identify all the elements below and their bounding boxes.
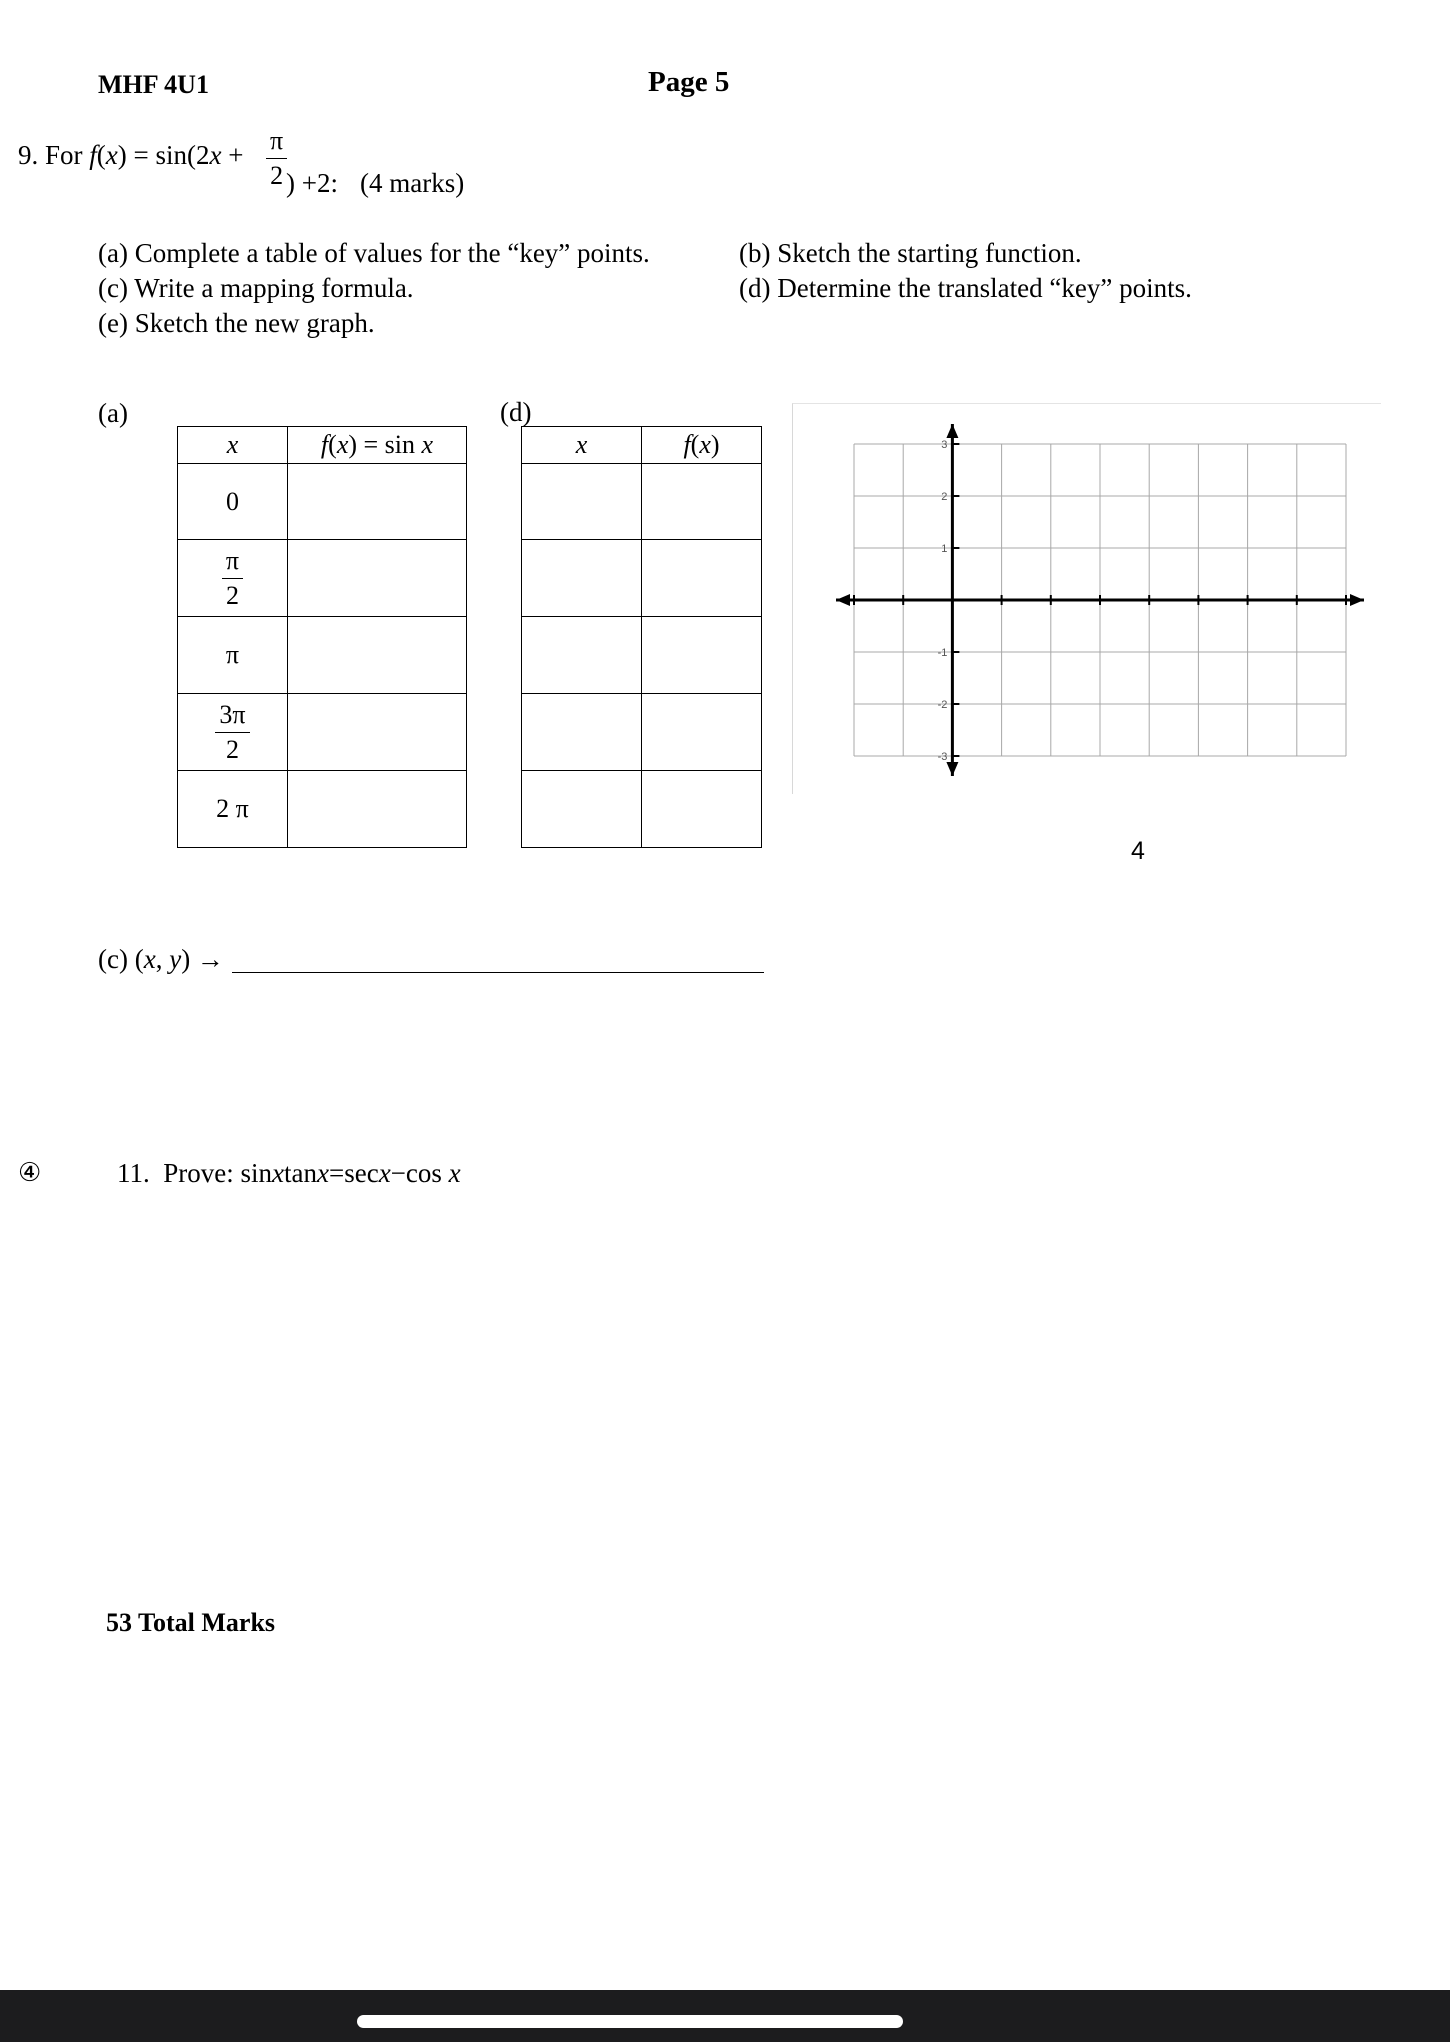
table-a-cell-x-pi: π — [178, 617, 288, 694]
phase-fraction-numerator: π — [270, 126, 284, 155]
stem-tail: ) +2: — [286, 168, 338, 198]
table-a-cell-fx[interactable] — [288, 771, 467, 848]
task-b: (b) Sketch the starting function. — [739, 238, 1082, 268]
y-axis-tick-label: -1 — [937, 647, 948, 659]
y-axis-tick-label: 2 — [941, 491, 948, 503]
table-a-cell-x-2pi: 2 π — [178, 771, 288, 848]
task-d: (d) Determine the translated “key” points. — [739, 273, 1192, 303]
table-a-cell-x-3pi-over-2: $\frac{3\pi}{2}$ — [178, 694, 288, 771]
question-marks: (4 marks) — [360, 168, 465, 198]
y-axis-arrow-up — [946, 424, 958, 438]
stem-eq: ) = sin(2 — [117, 140, 210, 170]
page-number-mark: 4 — [1131, 837, 1145, 865]
phase-fraction — [266, 128, 287, 189]
page-title: Page 5 — [648, 66, 730, 98]
y-axis-tick-label: 3 — [941, 439, 948, 451]
table-a-cell-fx[interactable] — [288, 464, 467, 540]
table-a — [177, 426, 467, 848]
stem-prefix: For — [45, 140, 90, 170]
question-number: 9. — [18, 140, 39, 170]
table-d-cell[interactable] — [642, 617, 762, 694]
func-f: f — [89, 140, 97, 170]
table-a-header-fx: f(x) = sin x — [288, 427, 467, 464]
phase-fraction-denominator: 2 — [266, 158, 287, 189]
table-a-cell-fx[interactable] — [288, 694, 467, 771]
task-a: (a) Complete a table of values for the “key” points. — [98, 238, 650, 268]
table-d — [521, 426, 762, 848]
table-d-cell[interactable] — [642, 540, 762, 617]
course-code: MHF 4U1 — [98, 70, 209, 99]
y-axis-tick-label: -2 — [937, 699, 948, 711]
part-c-mapping: (c) (x, y) → — [98, 944, 224, 974]
mapping-answer-line[interactable] — [232, 972, 764, 973]
task-c: (c) Write a mapping formula. — [98, 273, 414, 303]
circled-marks-badge: ④ — [18, 1158, 42, 1188]
coordinate-grid[interactable] — [830, 420, 1370, 780]
table-d-label: (d) — [500, 397, 532, 427]
table-a-cell-fx[interactable] — [288, 540, 467, 617]
x-axis-arrow-left — [836, 594, 850, 606]
x-axis-arrow-right — [1350, 594, 1364, 606]
func-x: x — [105, 140, 118, 170]
table-d-cell[interactable] — [642, 771, 762, 848]
table-a-label: (a) — [98, 398, 128, 428]
table-a-cell-x-pi-over-2: $\frac{\pi}{2}$ — [178, 540, 288, 617]
table-a-header-x: x — [178, 427, 288, 464]
y-axis-arrow-down — [946, 762, 958, 776]
y-axis-tick-label: 1 — [941, 543, 948, 555]
question-9-stem: 9. For f(x) = sin(2x + — [18, 140, 244, 170]
total-marks: 53 Total Marks — [106, 1608, 276, 1637]
table-a-cell-fx[interactable] — [288, 617, 467, 694]
table-d-header-fx: f(x) — [642, 427, 762, 464]
table-d-cell[interactable] — [642, 694, 762, 771]
table-d-cell[interactable] — [642, 464, 762, 540]
table-a-cell-x-0: 0 — [178, 464, 288, 540]
y-axis-tick-label: -3 — [937, 751, 948, 763]
func-x-inner: x — [209, 140, 222, 170]
table-d-cell[interactable] — [522, 694, 642, 771]
stem-plus: + — [221, 140, 244, 170]
table-d-cell[interactable] — [522, 771, 642, 848]
task-e: (e) Sketch the new graph. — [98, 308, 375, 338]
question-11: 11. Prove: sinxtanx=secx−cos x — [117, 1158, 461, 1188]
table-d-cell[interactable] — [522, 617, 642, 694]
table-d-header-x: x — [522, 427, 642, 464]
table-d-cell[interactable] — [522, 464, 642, 540]
home-indicator[interactable] — [357, 2015, 903, 2028]
table-d-cell[interactable] — [522, 540, 642, 617]
